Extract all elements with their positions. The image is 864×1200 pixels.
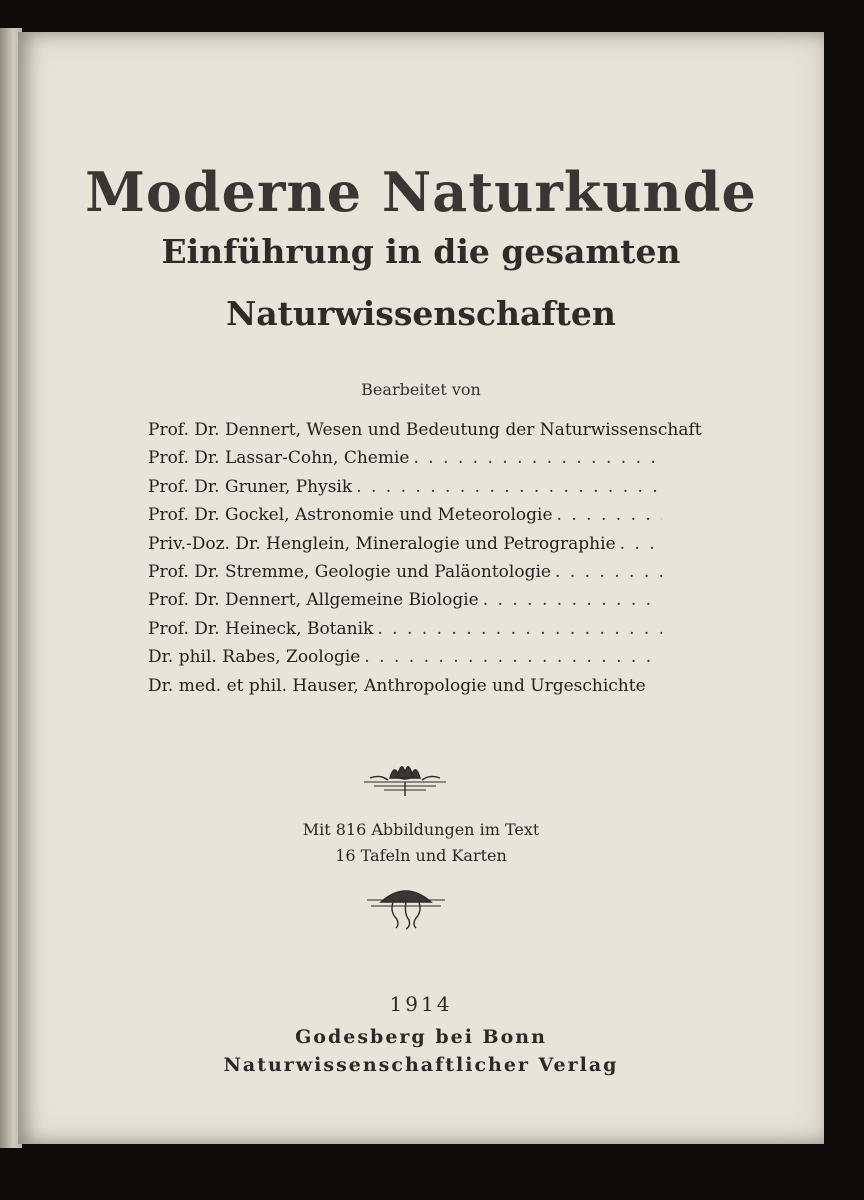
water-lily-icon [360,754,450,798]
edited-by-label: Bearbeitet von [361,380,481,399]
book-subtitle-line1: Einführung in die gesamten [161,232,681,271]
contributor-entry [148,619,662,647]
contributor-entry [148,505,662,533]
contributor-text: Prof. Dr. Heineck, Botanik [148,618,374,639]
contributor-entry [148,562,662,590]
contributor-entry [148,448,662,476]
dot-leader [364,647,662,667]
contributor-entry [148,590,662,618]
contributor-text: Dr. phil. Rabes, Zoologie [148,647,361,668]
publisher-name: Naturwissenschaftlicher Verlag [223,1054,619,1076]
jellyfish-icon [363,880,449,930]
contributor-text: Prof. Dr. Lassar-Cohn, Chemie [148,448,410,469]
contributor-text: Priv.-Doz. Dr. Henglein, Mineralogie und Petrographie [148,533,616,554]
dot-leader [620,534,662,554]
contributor-list [148,420,702,704]
contributor-text: Prof. Dr. Dennert, Allgemeine Biologie [148,590,479,611]
illustrations-count: Mit 816 Abbildungen im Text [302,820,540,839]
dot-leader [413,448,662,468]
contributor-text: Prof. Dr. Gockel, Astronomie und Meteorologie [148,505,553,526]
book-title: Moderne Naturkunde [85,160,757,224]
contributor-entry [148,534,662,562]
contributor-entry [148,477,662,505]
plates-and-maps: 16 Tafeln und Karten [335,846,507,865]
contributor-text: Prof. Dr. Dennert, Wesen und Bedeutung der Naturwissenschaft [148,420,702,440]
contributor-entry [148,647,662,675]
contributor-text: Prof. Dr. Gruner, Physik [148,476,353,497]
dot-leader [356,477,662,497]
dot-leader [557,505,662,525]
contributor-text: Dr. med. et phil. Hauser, Anthropologie und Urgeschichte [148,675,646,696]
contributor-entry [148,420,702,448]
publication-year: 1914 [389,992,453,1016]
dot-leader [483,590,662,610]
contributor-entry [148,676,662,704]
dot-leader [555,562,662,582]
contributor-text: Prof. Dr. Stremme, Geologie und Paläontologie [148,561,551,582]
dot-leader [377,619,662,639]
title-page [18,32,824,1144]
book-subtitle-line2: Naturwissenschaften [226,294,616,333]
publication-place: Godesberg bei Bonn [295,1026,547,1048]
